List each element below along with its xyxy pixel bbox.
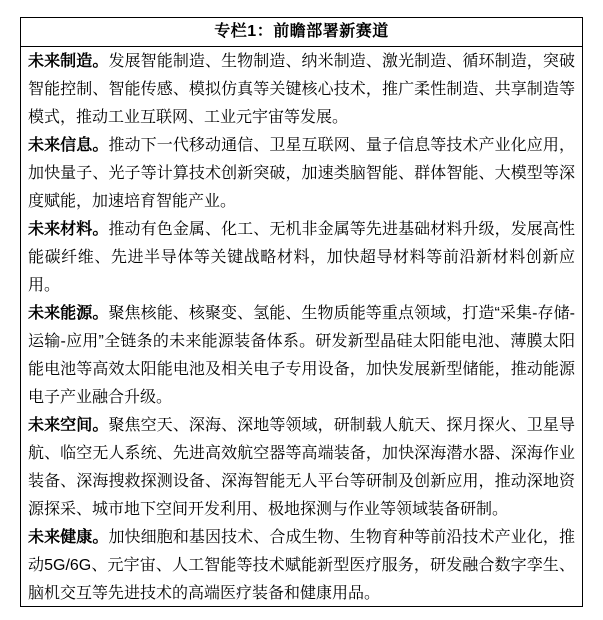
- section-text-future-manufacturing: 发展智能制造、生物制造、纳米制造、激光制造、循环制造，突破智能控制、智能传感、模拟仿真等关键核心技术，推广柔性制造、共享制造等模式，推动工业互联网、工业元宇宙等发展。: [28, 53, 575, 126]
- section-text-future-materials: 推动有色金属、化工、无机非金属等先进基础材料升级，发展高性能碳纤维、先进半导体等关键战略材料，加快超导材料等前沿新材料创新应用。: [28, 221, 575, 294]
- section-future-materials: [28, 216, 575, 300]
- section-future-manufacturing: [28, 48, 575, 132]
- section-term-future-health: 未来健康。: [28, 529, 109, 546]
- column-body: [21, 47, 582, 608]
- section-text-future-space: 聚焦空天、深海、深地等领域，研制载人航天、探月探火、卫星导航、临空无人系统、先进高效航空器等高端装备，加快深海潜水器、深海作业装备、深海搜救探测设备、深海智能无人平台等研制及创新应用，推动深地资源探采、城市地下空间开发利用、极地探测与作业等领域装备研制。: [28, 417, 575, 518]
- section-future-energy: [28, 300, 575, 412]
- section-term-future-information: 未来信息。: [28, 137, 109, 154]
- section-future-space: [28, 412, 575, 524]
- section-term-future-space: 未来空间。: [28, 417, 109, 434]
- section-future-health: [28, 524, 575, 608]
- section-term-future-materials: 未来材料。: [28, 221, 109, 238]
- section-text-future-energy: 聚焦核能、核聚变、氢能、生物质能等重点领域，打造“采集-存储-运输-应用”全链条的未来能源装备体系。研发新型晶硅太阳能电池、薄膜太阳能电池等高效太阳能电池及相关电子专用设备，加快发展新型储能，推动能源电子产业融合升级。: [28, 305, 575, 406]
- column-title: 专栏1：前瞻部署新赛道: [21, 18, 582, 47]
- section-future-information: [28, 132, 575, 216]
- section-text-future-health: 加快细胞和基因技术、合成生物、生物育种等前沿技术产业化，推动5G/6G、元宇宙、人工智能等技术赋能新型医疗服务，研发融合数字孪生、脑机交互等先进技术的高端医疗装备和健康用品。: [28, 529, 575, 602]
- section-text-future-information: 推动下一代移动通信、卫星互联网、量子信息等技术产业化应用，加快量子、光子等计算技术创新突破，加速类脑智能、群体智能、大模型等深度赋能，加速培育智能产业。: [28, 137, 575, 210]
- column-box: [20, 17, 583, 607]
- section-term-future-manufacturing: 未来制造。: [28, 53, 109, 70]
- section-term-future-energy: 未来能源。: [28, 305, 109, 322]
